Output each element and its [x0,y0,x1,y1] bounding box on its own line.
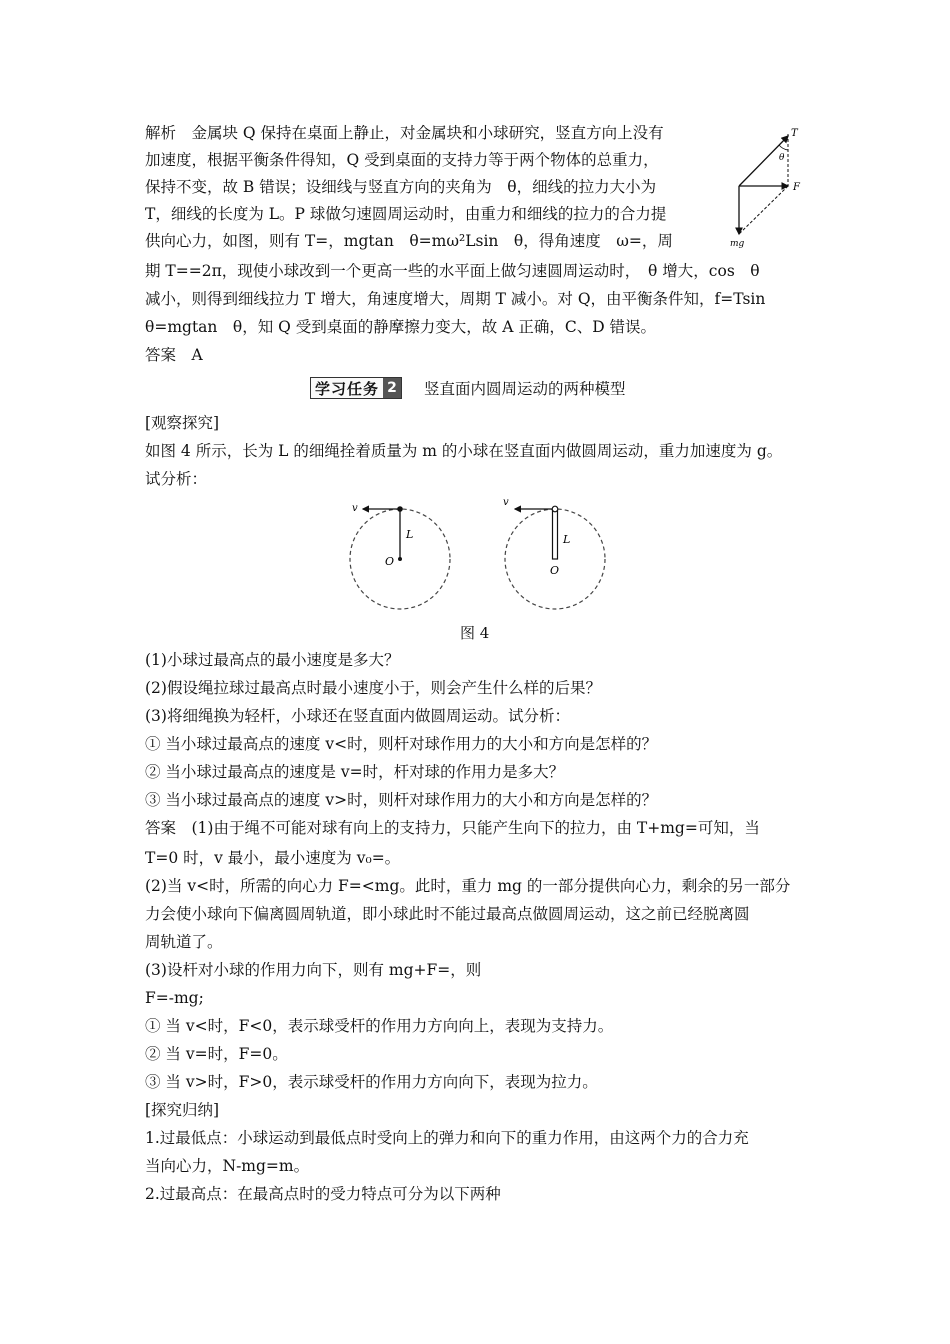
task-badge [310,377,402,399]
summary-line: 当向心力，N-mg=m。 [145,1157,310,1175]
angle-arc [779,145,788,150]
answer-line: (2)当 v<时，所需的向心力 F=<mg。此时，重力 mg 的一部分提供向心力，剩余的另一部分 [145,877,791,895]
force-diagram [725,122,810,252]
intro-line: 如图 4 所示，长为 L 的细绳拴着质量为 m 的小球在竖直面内做圆周运动，重力加速度为 g。 [145,442,783,460]
answer-line: F=-mg; [145,989,204,1007]
question-line: (1)小球过最高点的最小速度是多大？ [145,651,400,669]
task-label: 学习任务 [315,379,380,398]
task-number: 2 [383,378,401,398]
analysis-answer: 答案 A [145,346,203,364]
analysis-line: 加速度，根据平衡条件得知，Q 受到桌面的支持力等于两个物体的总重力， [145,151,659,169]
label-theta: θ [779,153,785,163]
answer-line: 答案 (1)由于绳不可能对球有向上的支持力，只能产生向下的拉力，由 T+mg=可知，当 [145,819,760,837]
label-L: L [563,533,571,546]
task-title: 竖直面内圆周运动的两种模型 [424,380,626,398]
answer-line: ② 当 v=时，F=0。 [145,1045,288,1063]
label-v: v [503,497,509,508]
label-O: O [550,564,560,577]
ball [552,506,558,512]
answer-line: ③ 当 v>时，F>0，表示球受杆的作用力方向向下，表现为拉力。 [145,1073,598,1091]
answer-line: 周轨道了。 [145,933,223,951]
analysis-line: θ=mgtan θ，知 Q 受到桌面的静摩擦力变大，故 A 正确，C、D 错误。 [145,318,657,336]
question-line: ① 当小球过最高点的速度 v<时，则杆对球作用力的大小和方向是怎样的？ [145,735,658,753]
answer-line: (3)设杆对小球的作用力向下，则有 mg+F=，则 [145,961,482,979]
analysis-line: 供向心力，如图，则有 T=，mgtan θ=mω²Lsin θ，得角速度 ω=，周 [145,232,673,250]
intro-line: 试分析： [145,470,208,488]
figure-4 [345,495,615,615]
parallelogram-dashed-line [739,186,788,234]
answer-line: ① 当 v<时，F<0，表示球受杆的作用力方向向上，表现为支持力。 [145,1017,614,1035]
label-v: v [352,503,358,514]
label-F: F [793,182,800,193]
rod [553,509,558,559]
answer-line: 力会使小球向下偏离圆周轨道，即小球此时不能过最高点做圆周运动，这之前已经脱离圆 [145,905,750,923]
answer-line: T=0 时，v 最小，最小速度为 v₀=。 [145,849,401,867]
analysis-line: 期 T==2π，现使小球改到一个更高一些的水平面上做匀速圆周运动时， θ 增大，cos θ [145,262,760,280]
question-line: ② 当小球过最高点的速度是 v=时，杆对球的作用力是多大？ [145,763,565,781]
analysis-line: 保持不变，故 B 错误；设细线与竖直方向的夹角为 θ，细线的拉力大小为 [145,178,657,196]
label-L: L [406,528,414,541]
analysis-line: T，细线的长度为 L。P 球做匀速圆周运动时，由重力和细线的拉力的合力提 [145,205,667,223]
figure-caption: 图 4 [460,624,490,642]
section-heading: [观察探究] [145,414,220,432]
question-line: (2)假设绳拉球过最高点时最小速度小于，则会产生什么样的后果？ [145,679,601,697]
center-point [398,557,402,561]
summary-line: 1.过最低点：小球运动到最低点时受向上的弹力和向下的重力作用，由这两个力的合力充 [145,1129,749,1147]
question-line: (3)将细绳换为轻杆，小球还在竖直面内做圆周运动。试分析： [145,707,570,725]
analysis-line: 减小，则得到细线拉力 T 增大，角速度增大，周期 T 减小。对 Q，由平衡条件知，f=Tsin [145,290,766,308]
question-line: ③ 当小球过最高点的速度 v>时，则杆对球作用力的大小和方向是怎样的？ [145,791,658,809]
section-heading: [探究归纳] [145,1101,220,1119]
label-T: T [791,128,798,139]
analysis-line: 解析 金属块 Q 保持在桌面上静止，对金属块和小球研究，竖直方向上没有 [145,124,664,142]
label-mg: mg [730,239,745,249]
task-header [310,376,626,400]
summary-line: 2.过最高点：在最高点时的受力特点可分为以下两种 [145,1185,501,1203]
label-O: O [385,555,395,568]
